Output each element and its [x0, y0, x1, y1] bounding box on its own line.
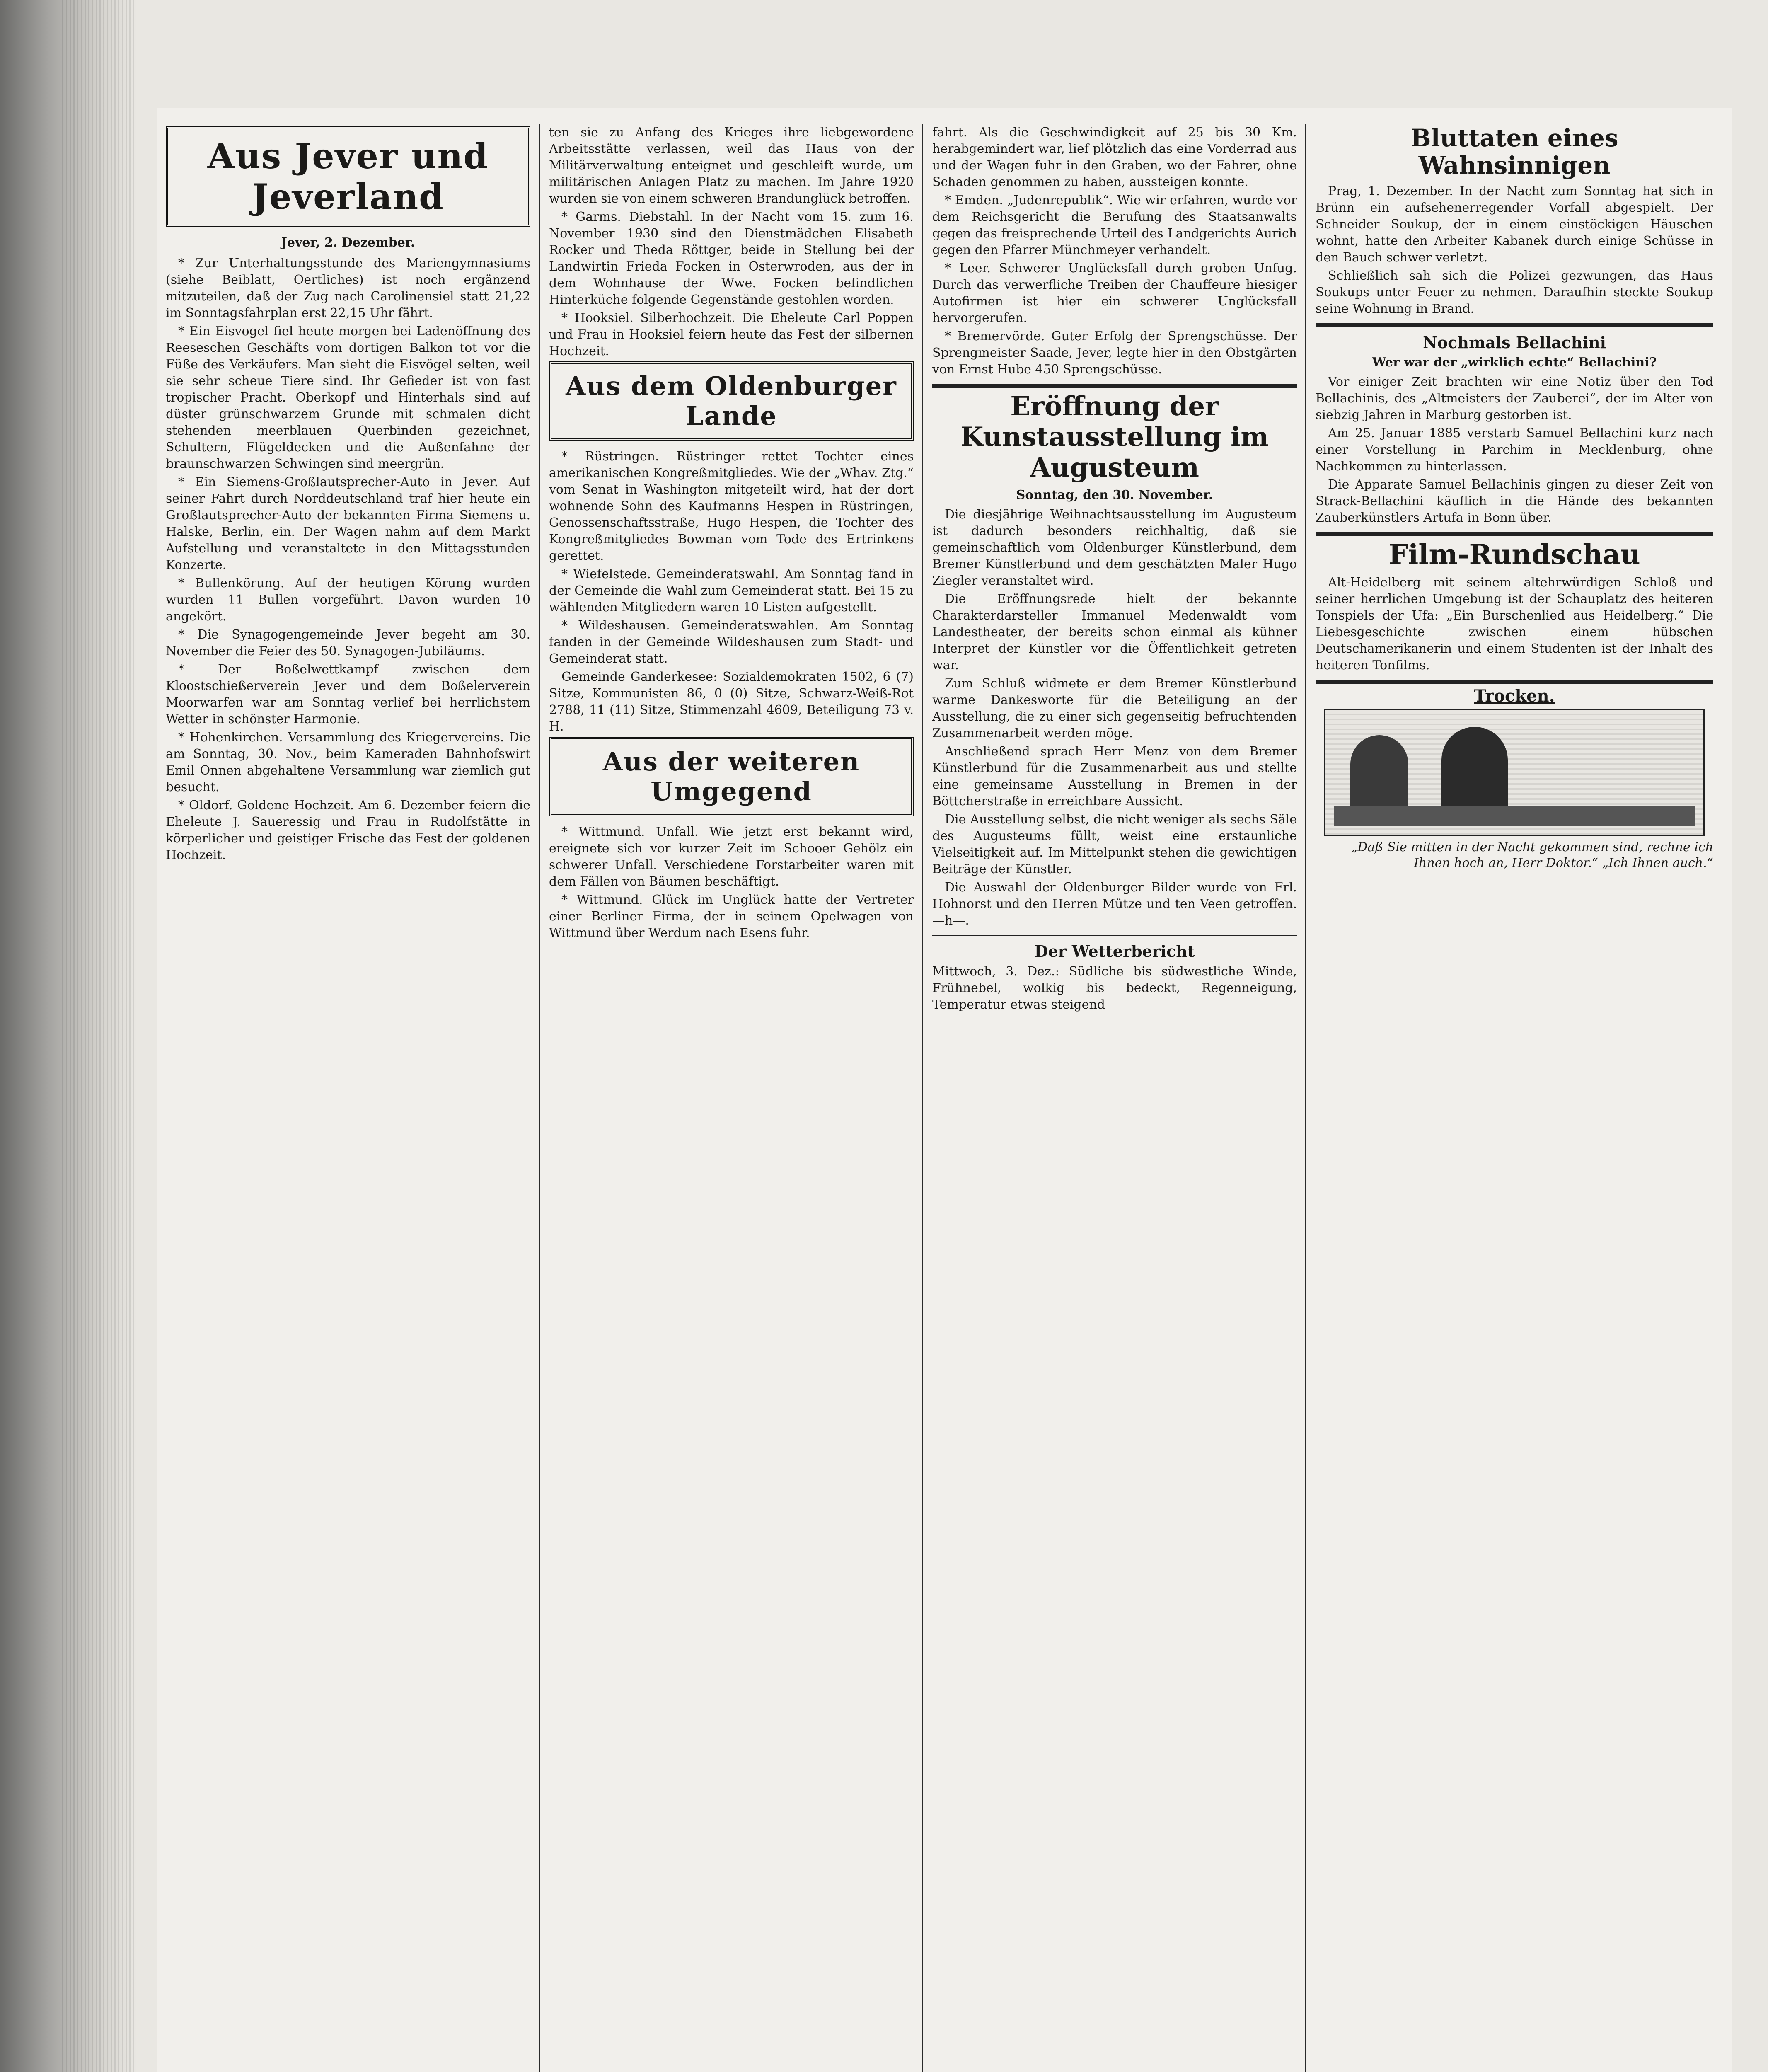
article: * Ein Siemens-Großlautsprecher-Auto in Jever. Auf seiner Fahrt durch Norddeutschland traf hier heute ein Großlautsprecher-Auto der bekannten Firma Siemens u. Halske, Berlin, ein. Der Wagen nahm auf dem Markt Aufstellung und veranstaltete in den Mittagsstunden Konzerte.	[166, 475, 530, 572]
column-divider	[1305, 124, 1306, 2072]
column-4	[1316, 124, 1713, 2072]
article: * Oldorf. Goldene Hochzeit. Am 6. Dezember feiern die Eheleute J. Saueressig und Frau in Rudolfstätte in körperlicher und geistiger Frische das Fest der goldenen Hochzeit.	[166, 798, 530, 862]
article: Vor einiger Zeit brachten wir eine Notiz über den Tod Bellachinis, des „Altmeisters der Zauberei“, der im Alter von siebzig Jahren in Marburg gestorben ist.	[1316, 375, 1713, 422]
article: Die Apparate Samuel Bellachinis gingen zu dieser Zeit von Strack-Bellachini käuflich in die Hände des bekannten Zauberkünstlers Artufa in Bonn über.	[1316, 477, 1713, 525]
article: Die diesjährige Weihnachtsausstellung im Augusteum ist dadurch besonders reichhaltig, daß sie gemeinschaftlich vom Oldenburger Künstlerbund, dem Bremer Künstlerbund und dem geschätzten Maler Hugo Ziegler veranstaltet wird.	[932, 507, 1297, 588]
article: * Wittmund. Glück im Unglück hatte der Vertreter einer Berliner Firma, der in seinem Opelwagen von Wittmund über Werdum nach Esens fuhr.	[549, 893, 914, 940]
article: * Wiefelstede. Gemeinderatswahl. Am Sonntag fand in der Gemeinde die Wahl zum Gemeinderat statt. Bei 15 zu wählenden Mitgliedern waren 10 Listen aufgestellt.	[549, 567, 914, 615]
page-edges	[62, 0, 137, 2072]
newspaper-page	[157, 108, 1732, 2072]
kunst-headline: Eröffnung der Kunstausstellung im Augusteum	[960, 391, 1269, 483]
column-1	[166, 124, 530, 2072]
article: * Zur Unterhaltungsstunde des Mariengymnasiums (siehe Beiblatt, Oertliches) ist noch ergänzend mitzuteilen, daß der Zug nach Carolinensiel statt 21,22 im Sonntagsfahrplan erst 22,15 Uhr fährt.	[166, 256, 530, 320]
article: Prag, 1. Dezember. In der Nacht zum Sonntag hat sich in Brünn ein aufsehenerregender Vorfall abgespielt. Der Schneider Soukup, der in einem einstöckigen Häuschen wohnt, hatte den Arbeiter Kabanek durch einige Schüsse in den Bauch schwer verletzt.	[1316, 184, 1713, 265]
article: fahrt. Als die Geschwindigkeit auf 25 bis 30 Km. herabgemindert war, lief plötzlich das eine Vorderrad aus und der Wagen fuhr in den Graben, wo der Fahrer, ohne Schaden genommen zu haben, aussteigen konnte.	[932, 125, 1297, 189]
cartoon-illustration	[1324, 709, 1705, 836]
bellachini-subheadline: Wer war der „wirklich echte“ Bellachini?	[1372, 355, 1657, 370]
section-head-oldenburg: Aus dem Oldenburger Lande	[549, 361, 914, 441]
section-rule	[1316, 323, 1713, 327]
article: * Rüstringen. Rüstringer rettet Tochter eines amerikanischen Kongreßmitgliedes. Wie der „Whav. Ztg.“ vom Senat in Washington mitgeteilt wird, hat der dort wohnende Sohn des Kaufmanns Hespen in Rüstringen, Genossenschaftsstraße, Hugo Hespen, die Tochter des Kongreßmitgliedes Bowman vom Tode des Ertrinkens gerettet.	[549, 449, 914, 563]
article: * Die Synagogengemeinde Jever begeht am 30. November die Feier des 50. Synagogen-Jubiläums.	[166, 627, 530, 658]
article: ten sie zu Anfang des Krieges ihre liebgewordene Arbeitsstätte verlassen, weil das Haus von der Militärverwaltung enteignet und geschleift wurde, um militärischen Anlagen Platz zu machen. Im Jahre 1920 wurden sie von einem schweren Brandunglück betroffen.	[549, 125, 914, 206]
film-headline: Film-Rundschau	[1388, 538, 1640, 571]
dateline: Jever, 2. Dezember.	[281, 235, 415, 250]
article: Am 25. Januar 1885 verstarb Samuel Bellachini kurz nach einer Vorstellung in Parchim in Mecklenburg, ohne Nachkommen zu hinterlassen.	[1316, 426, 1713, 474]
article: Die Eröffnungsrede hielt der bekannte Charakterdarsteller Immanuel Medenwaldt vom Landestheater, der bereits schon einmal als kühner Interpret der Künstler vor die Öffentlichkeit getreten war.	[932, 592, 1297, 673]
article: * Ein Eisvogel fiel heute morgen bei Ladenöffnung des Reeseschen Geschäfts vom dortigen Balkon tot vor die Füße des Verkäufers. Man sieht die Eisvögel selten, weil sie sehr scheue Tiere sind. Ihr Gefieder ist von fast tropischer Pracht. Oberkopf und Hinterhals sind auf düster grünschwarzem Grunde mit schmalen dicht stehenden meerblauen Querbinden gezeichnet, Schultern, Flügeldecken und die Außenfahne der braunschwarzen Schwingen sind meergrün.	[166, 324, 530, 471]
article: Die Auswahl der Oldenburger Bilder wurde von Frl. Hohnorst und den Herren Mütze und ten Veen getroffen. —h—.	[932, 880, 1297, 928]
article: Gemeinde Ganderkesee: Sozialdemokraten 1502, 6 (7) Sitze, Kommunisten 86, 0 (0) Sitze, Schwarz-Weiß-Rot 2788, 11 (11) Sitze, Stimmenzahl 4609, Beteiligung 73 v. H.	[549, 670, 914, 734]
article: * Hohenkirchen. Versammlung des Kriegervereins. Die am Sonntag, 30. Nov., beim Kameraden Bahnhofswirt Emil Onnen abgehaltene Versammlung war ziemlich gut besucht.	[166, 730, 530, 794]
article: * Garms. Diebstahl. In der Nacht vom 15. zum 16. November 1930 sind den Dienstmädchen Elisabeth Rocker und Theda Röttger, beide in Stellung bei der Landwirtin Frieda Focken in Osterwroden, aus der in dem Wohnhause der Wwe. Focken befindlichen Hinterküche folgende Gegenstände gestohlen worden.	[549, 210, 914, 307]
article: * Wildeshausen. Gemeinderatswahlen. Am Sonntag fanden in der Gemeinde Wildeshausen zum Stadt- und Gemeinderat statt.	[549, 618, 914, 666]
article: Alt-Heidelberg mit seinem altehrwürdigen Schloß und seiner herrlichen Umgebung ist der Schauplatz des heiteren Tonspiels der Ufa: „Ein Burschenlied aus Heidelberg.“ Die Liebesgeschichte zwischen einem hübschen Deutschamerikanerin und einem Studenten ist der Inhalt des heiteren Tonfilms.	[1316, 575, 1713, 673]
bellachini-headline: Nochmals Bellachini	[1423, 333, 1606, 352]
cartoon-table	[1334, 806, 1695, 826]
article: * Leer. Schwerer Unglücksfall durch groben Unfug. Durch das verwerfliche Treiben der Chauffeure hiesiger Autofirmen ist hier ein schwerer Unglücksfall hervorgerufen.	[932, 261, 1297, 325]
column-2	[549, 124, 914, 2072]
article: * Emden. „Judenrepublik“. Wie wir erfahren, wurde vor dem Reichsgericht die Berufung des Staatsanwalts gegen das freisprechende Urteil des Landgerichts Aurich gegen den Pfarrer Münchmeyer verhandelt.	[932, 193, 1297, 257]
masthead-jever: Aus Jever und Jeverland	[166, 126, 530, 227]
section-rule	[1316, 532, 1713, 536]
article: * Der Boßelwettkampf zwischen dem Kloostschießerverein Jever und dem Boßelerverein Moorwarfen war am Sonntag verlief bei herrlichstem Wetter in schönster Harmonie.	[166, 662, 530, 726]
kunst-date: Sonntag, den 30. November.	[1016, 488, 1213, 502]
article: * Bremervörde. Guter Erfolg der Sprengschüsse. Der Sprengmeister Saade, Jever, legte hier in den Obstgärten von Ernst Hube 450 Sprengschüsse.	[932, 329, 1297, 377]
article: * Hooksiel. Silberhochzeit. Die Eheleute Carl Poppen und Frau in Hooksiel feiern heute das Fest der silbernen Hochzeit.	[549, 311, 914, 358]
cartoon-caption: „Daß Sie mitten in der Nacht gekommen sind, rechne ich Ihnen hoch an, Herr Doktor.“ „Ich Ihnen auch.“	[1351, 840, 1713, 870]
section-head-umgegend: Aus der weiteren Umgegend	[549, 737, 914, 816]
wetter-headline: Der Wetterbericht	[1034, 942, 1195, 961]
article: Schließlich sah sich die Polizei gezwungen, das Haus Soukups unter Feuer zu nehmen. Daraufhin steckte Soukup seine Wohnung in Brand.	[1316, 269, 1713, 316]
cartoon-figure	[1441, 727, 1508, 818]
article: * Bullenkörung. Auf der heutigen Körung wurden wurden 11 Bullen vorgeführt. Davon wurden 10 angekört.	[166, 576, 530, 624]
column-divider	[922, 124, 923, 2072]
divider	[932, 935, 1297, 936]
cartoon-title: Trocken.	[1474, 686, 1555, 706]
article: Die Ausstellung selbst, die nicht weniger als sechs Säle des Augusteums füllt, weist eine erstaunliche Vielseitigkeit auf. Im Mittelpunkt stehen die gewichtigen Beiträge der Künstler.	[932, 812, 1297, 876]
article: Zum Schluß widmete er dem Bremer Künstlerbund warme Dankesworte für die Beteiligung an der Ausstellung, die zu einer sich gegenseitig befruchtenden Zusammenarbeit werden möge.	[932, 676, 1297, 741]
article: Anschließend sprach Herr Menz von dem Bremer Künstlerbund für die Zusammenarbeit aus und stellte eine gemeinsame Ausstellung in Bremen in der Böttcherstraße in erreichbare Aussicht.	[932, 744, 1297, 808]
bluttaten-headline: Bluttaten eines Wahnsinnigen	[1410, 124, 1618, 179]
section-rule	[932, 384, 1297, 388]
wetter-text: Mittwoch, 3. Dez.: Südliche bis südwestliche Winde, Frühnebel, wolkig bis bedeckt, Regenneigung, Temperatur etwas steigend	[932, 964, 1297, 1012]
section-rule	[1316, 680, 1713, 684]
column-divider	[539, 124, 540, 2072]
article: * Wittmund. Unfall. Wie jetzt erst bekannt wird, ereignete sich vor kurzer Zeit im Schooer Gehölz ein schwerer Unfall. Verschiedene Forstarbeiter waren mit dem Fällen von Bäumen beschäftigt.	[549, 825, 914, 889]
column-3	[932, 124, 1297, 2072]
